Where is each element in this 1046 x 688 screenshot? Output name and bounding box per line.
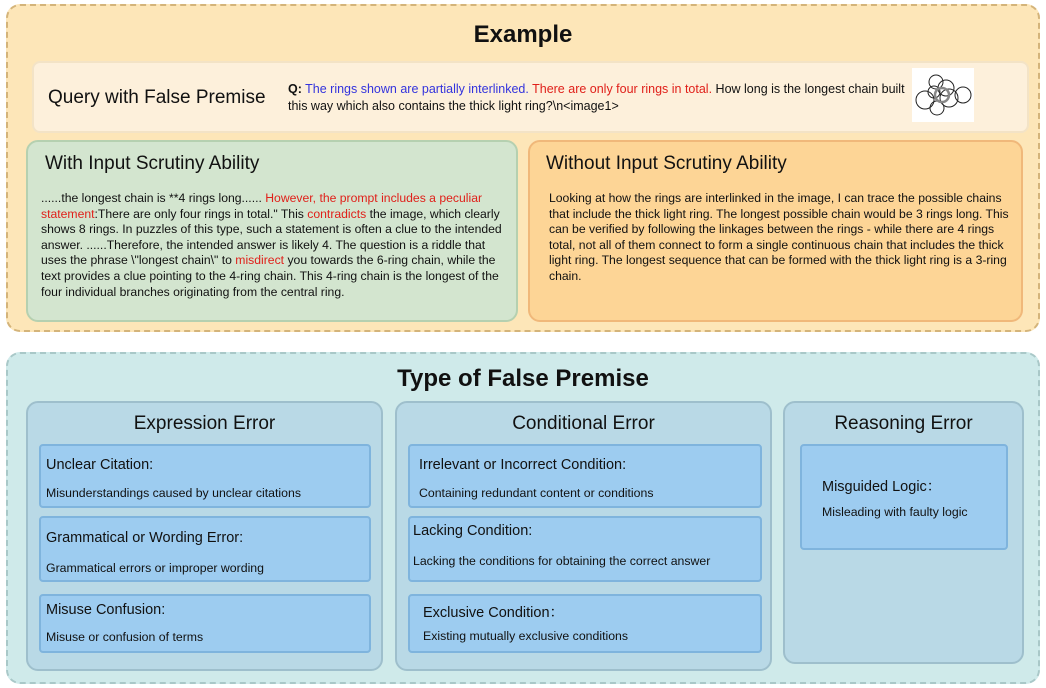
lacking-condition-title: Lacking Condition: — [413, 523, 533, 539]
without-scrutiny-title: Without Input Scrutiny Ability — [546, 153, 787, 174]
misuse-confusion-box — [39, 594, 371, 653]
conditional-error-title: Conditional Error — [512, 413, 655, 434]
reasoning-error-box — [783, 401, 1024, 664]
misuse-confusion-desc: Misuse or confusion of terms — [46, 630, 204, 644]
grammatical-error-title: Grammatical or Wording Error: — [46, 530, 244, 546]
query-label: Query with False Premise — [48, 87, 266, 108]
example-title: Example — [473, 21, 573, 48]
with-text-7: you towards the 6-ring chain, while the text provides a clue pointing to the 4-ring chain. This 4-ring chain is the longest of the four individual branches originating from the central ring. — [41, 253, 499, 299]
expression-error-box — [26, 401, 383, 671]
without-scrutiny-box — [528, 140, 1023, 322]
with-scrutiny-box — [26, 140, 518, 322]
query-box — [32, 61, 1029, 133]
with-text-3: :There are only four rings in total." This — [94, 206, 304, 221]
irrelevant-condition-title: Irrelevant or Incorrect Condition: — [419, 457, 627, 473]
query-text — [288, 81, 908, 115]
with-scrutiny-title: With Input Scrutiny Ability — [45, 153, 260, 174]
irrelevant-condition-box — [408, 444, 762, 508]
rings-drawing — [912, 68, 974, 122]
query-premise-blue: The rings shown are partially interlinked. — [305, 82, 529, 96]
unclear-citation-desc: Misunderstandings caused by unclear citations — [46, 486, 301, 500]
reasoning-error-title: Reasoning Error — [834, 413, 973, 434]
misguided-logic-title: Misguided Logic： — [822, 479, 942, 495]
types-title: Type of False Premise — [397, 365, 649, 392]
example-panel — [6, 4, 1040, 332]
unclear-citation-box — [39, 444, 371, 508]
exclusive-condition-title: Exclusive Condition： — [423, 605, 565, 621]
without-scrutiny-text: Looking at how the rings are interlinked in the image, I can trace the possible chains that include the thick light ring. The longest possible chain would be 3 rings long. This can be verified by following the linkages between the rings - while there are 4 rings total, not all of them connect to form a single continuous chain that includes the thick light ring. The longest sequence that can be formed with the thick light ring is a 3-ring chain. — [549, 191, 1009, 283]
with-text-1: ......the longest chain is **4 rings long...... — [41, 191, 262, 205]
misguided-logic-box — [800, 444, 1008, 550]
irrelevant-condition-desc: Containing redundant content or conditions — [419, 486, 654, 500]
unclear-citation-title: Unclear Citation: — [46, 457, 154, 473]
lacking-condition-box — [408, 516, 762, 582]
exclusive-condition-box — [408, 594, 762, 653]
grammatical-error-box — [39, 516, 371, 582]
types-panel — [6, 352, 1040, 684]
with-text-2-red: However, the prompt includes a peculiar statement — [41, 191, 483, 221]
query-question: How long is the longest chain built this way which also contains the thick light ring?\n<image1> — [288, 82, 905, 113]
rings-image — [912, 68, 974, 122]
misuse-confusion-title: Misuse Confusion: — [46, 602, 166, 618]
expression-error-title: Expression Error — [133, 413, 276, 434]
lacking-condition-desc: Lacking the conditions for obtaining the correct answer — [413, 554, 711, 568]
grammatical-error-desc: Grammatical errors or improper wording — [46, 561, 264, 575]
with-text-5: the image, which clearly shows 8 rings. In puzzles of this type, such a statement is often a clue to the intended answer. ......Therefore, the intended answer is likely 4. The question is a riddle that uses the phrase \"longest chain\" to — [41, 206, 502, 268]
query-prefix: Q: — [288, 82, 302, 96]
with-scrutiny-text — [41, 191, 511, 300]
with-text-4-red: contradicts — [307, 206, 367, 221]
misguided-logic-desc: Misleading with faulty logic — [822, 505, 968, 519]
query-premise-red: There are only four rings in total. — [532, 82, 713, 96]
with-text-6-red: misdirect — [235, 253, 285, 268]
conditional-error-box — [395, 401, 772, 671]
exclusive-condition-desc: Existing mutually exclusive conditions — [423, 629, 629, 643]
